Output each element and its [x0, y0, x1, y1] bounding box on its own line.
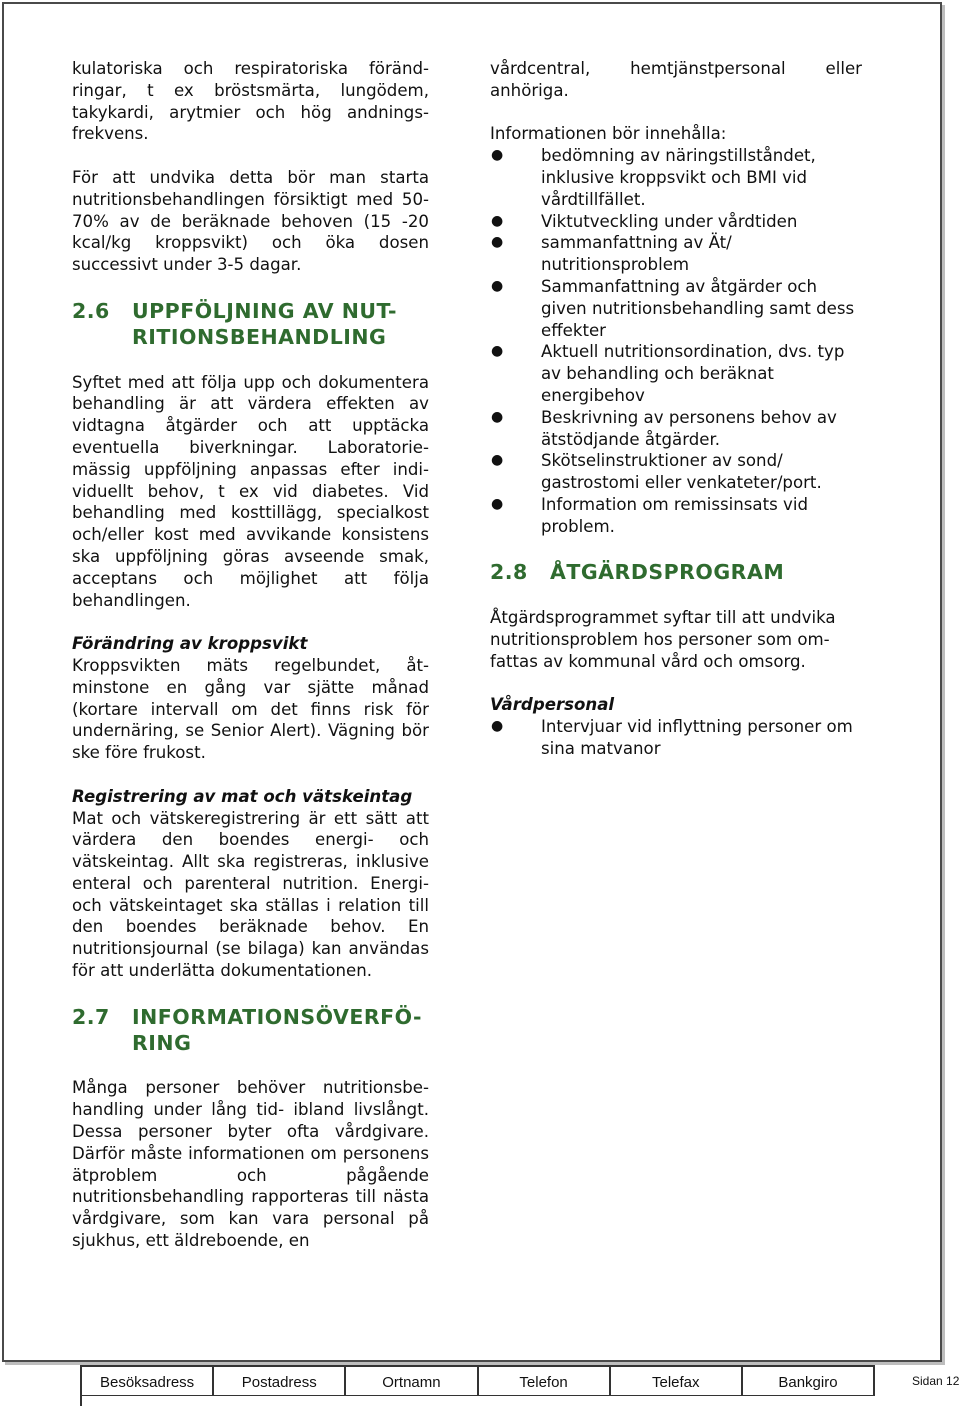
- paragraph-syfte: Syftet med att följa upp och dokumentera behandling är att värdera effekten av vidtagna åtgärder och att upptäcka eventuella biverkningar. Laboratoriemässig uppföljning anpassas efter individuellt behov, t ex vid diabetes. Vid behandling med kosttillägg, specialkost och/eller kost med avvikande konsistens ska uppföljning göras avseende smak, acceptans och möjlighet att följa behandlingen.: [72, 372, 429, 610]
- heading-line: INFORMATIONSÖVERFÖ-: [132, 1004, 422, 1029]
- list-item: ● Viktutveckling under vårdtiden: [491, 211, 798, 231]
- info-bullet-list: [490, 145, 862, 537]
- footer-cell-postadress: Postadress: [214, 1367, 346, 1396]
- heading-2-8: [490, 559, 862, 585]
- paragraph-registrering: Mat och vätskeregistrering är ett sätt att värdera den boendes energi- och vätskeintag. Allt ska registreras, inklusive enteral och parenteral nutrition. Energi- och vätskeintaget ska ställas i relation till den boendes beräknade behov. En nutritionsjournal (se bilaga) kan användas för att underlätta dokumentationen.: [72, 808, 429, 981]
- footer-cell-ortnamn: Ortnamn: [346, 1367, 478, 1396]
- page-number: Sidan 12: [912, 1374, 960, 1388]
- bullet-icon: ●: [491, 343, 504, 360]
- list-item: ● Aktuell nutritionsordination, dvs. typ av behandling och beräknat energibehov: [491, 342, 845, 405]
- bullet-icon: ●: [491, 147, 504, 164]
- heading-2-6: [72, 298, 429, 350]
- footer-table: [80, 1365, 875, 1406]
- section-registrering: [72, 786, 429, 982]
- bullet-icon: ●: [491, 452, 504, 469]
- subheading-registrering: Registrering av mat och vätskeintag: [72, 786, 413, 806]
- footer-cell-telefon: Telefon: [479, 1367, 611, 1396]
- heading-line: ÅTGÄRDSPROGRAM: [550, 560, 785, 585]
- heading-2-7: [72, 1004, 429, 1056]
- paragraph-kroppsvikt: Kroppsvikten mäts regelbundet, åtminstone en gång var sjätte månad (kortare intervall om det finns risk för undernäring, se Senior Alert). Vägning bör ske före frukost.: [72, 655, 429, 763]
- bullet-icon: ●: [491, 212, 504, 229]
- bullet-icon: ●: [491, 718, 504, 735]
- list-item: ● sammanfattning av Ät/ nutritionsproblem: [491, 233, 732, 275]
- label-innehall: Informationen bör innehålla:: [490, 124, 727, 144]
- heading-number: 2.7: [72, 1004, 110, 1029]
- list-item: ● Sammanfattning av åtgärder och given nutritionsbehandling samt dess effekter: [491, 276, 855, 340]
- left-column: [72, 58, 429, 1274]
- right-column: [490, 58, 862, 782]
- bullet-icon: ●: [491, 495, 504, 512]
- list-item: ● Information om remissinsats vid problem.: [491, 494, 808, 536]
- heading-line: RING: [132, 1030, 192, 1055]
- footer-cell-bankgiro: Bankgiro: [743, 1367, 875, 1396]
- list-item: ● Beskrivning av personens behov av ätstödjande åtgärder.: [491, 407, 837, 449]
- footer-cell-telefax: Telefax: [611, 1367, 743, 1396]
- paragraph-information: Många personer behöver nutritionsbehandling under lång tid- ibland livslångt. Dessa personer byter ofta vårdgivare. Därför måste informationen om personens ätproblem och pågående nutritionsbehandling rapporteras till nästa vårdgivare, som kan vara personal på sjukhus, ett äldreboende, en: [72, 1078, 429, 1251]
- heading-number: 2.6: [72, 298, 110, 323]
- bullet-icon: ●: [491, 408, 504, 425]
- paragraph-continued: vårdcentral, hemtjänstpersonal eller anhöriga.: [490, 59, 862, 100]
- bullet-icon: ●: [491, 277, 504, 294]
- heading-line: RITIONSBEHANDLING: [132, 324, 387, 349]
- bullet-icon: ●: [491, 234, 504, 251]
- list-item: ● Skötselinstruktioner av sond/ gastrostomi eller venkateter/port.: [491, 451, 822, 493]
- subheading-kroppsvikt: Förändring av kroppsvikt: [72, 634, 308, 654]
- paragraph-intro: kulatoriska och respiratoriska förändringar, t ex bröstsmärta, lungödem, takykardi, arytmier och hög andningsfrekvens.: [72, 59, 429, 144]
- list-item: ● Intervjuar vid inflyttning personer om sina matvanor: [491, 717, 853, 758]
- paragraph-atgard: Åtgärdsprogrammet syftar till att undvika nutritionsproblem hos personer som omfattas av kommunal vård och omsorg.: [490, 608, 836, 671]
- vard-bullet-list: [490, 716, 862, 760]
- heading-number: 2.8: [490, 560, 528, 585]
- paragraph-avoid: För att undvika detta bör man starta nutritionsbehandlingen försiktigt med 50-70% av de beräknade behoven (15 -20 kcal/kg kroppsvikt) och öka dosen successivt under 3-5 dagar.: [72, 167, 429, 275]
- subheading-vardpersonal: Vårdpersonal: [490, 695, 615, 715]
- section-kroppsvikt: [72, 633, 429, 764]
- footer-cell-besoksadress: Besöksadress: [82, 1367, 214, 1396]
- list-item: ● bedömning av näringstillståndet, inklusive kroppsvikt och BMI vid vårdtillfället.: [491, 146, 816, 209]
- heading-line: UPPFÖLJNING AV NUT-: [132, 298, 397, 323]
